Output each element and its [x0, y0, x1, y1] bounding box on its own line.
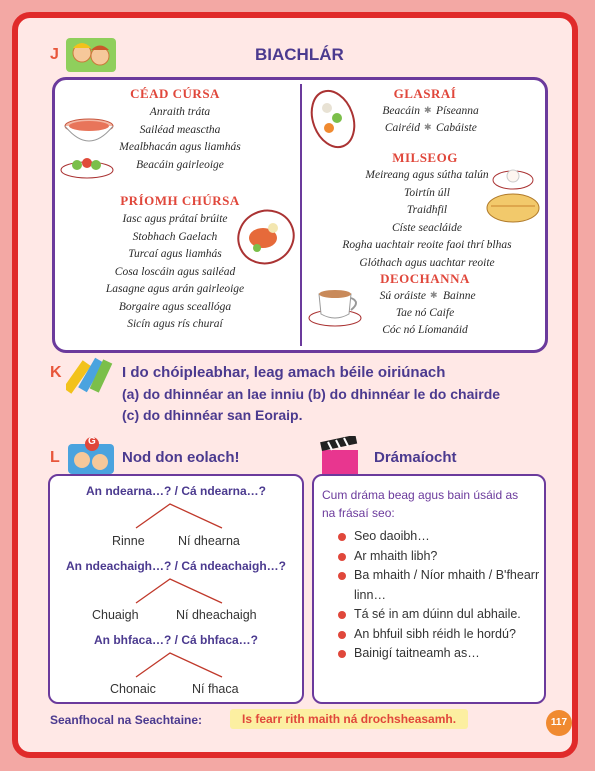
menu-item: Sú oráiste [379, 290, 426, 302]
menu-item: Cosa loscáin agus sailéad [114, 265, 236, 278]
nod-title: Nod don eolach! [122, 449, 240, 466]
menu-item: Lasagne agus arán gairleoige [105, 283, 245, 295]
grammar-badge: G [88, 436, 96, 447]
cead-cursa-list [115, 104, 245, 174]
answer-ni-fhaca: Ní fhaca [192, 682, 239, 696]
answer-chuaigh: Chuaigh [92, 608, 139, 622]
menu-item: Cairéid [384, 122, 420, 134]
menu-item: Sailéad measctha [139, 123, 221, 136]
menu-item: Píseanna [436, 105, 479, 117]
priomh-chursa-heading: PRÍOMH CHÚRSA [120, 193, 240, 208]
children-icon [64, 36, 118, 74]
menu-divider [300, 84, 302, 346]
menu-item: Turcaí agus liamhás [128, 248, 222, 260]
glasrai-heading: GLASRAÍ [393, 86, 457, 101]
drama-intro: Cum dráma beag agus bain úsáid as na frásaí seo: [322, 488, 519, 520]
menu-item: Sicín agus rís churaí [127, 318, 223, 330]
phrase-item: Ba mhaith / Níor mhaith / B'fhearr linn… [336, 566, 542, 605]
menu-item: Traidhfil [406, 204, 448, 216]
menu-item: Bainne [443, 290, 476, 302]
question-ndearna: An ndearna…? / Cá ndearna…? [85, 484, 267, 498]
phrase-list [336, 527, 542, 664]
phrase-item: Bainigí taitneamh as… [336, 644, 542, 664]
grammar-children-icon [66, 436, 116, 476]
menu-item: Toirtín úll [404, 186, 450, 199]
star-icon: ✱ [430, 291, 438, 301]
menu-item: Borgaire agus sceallóga [118, 300, 232, 313]
answer-chonaic: Chonaic [110, 682, 156, 696]
menu-item: Mealbhacán agus liamhás [119, 141, 241, 153]
phrase-item: Ar mhaith libh? [336, 547, 542, 567]
proverb-text: Is fearr rith maith ná drochsheasamh. [230, 709, 468, 729]
phrase-item: Tá sé in am dúinn dul abhaile. [336, 605, 542, 625]
menu-box [52, 77, 548, 353]
pencils-icon [66, 354, 114, 402]
answer-ni-dheachaigh: Ní dheachaigh [176, 608, 257, 622]
deochanna-heading: DEOCHANNA [380, 271, 470, 286]
salad-plate-image [59, 152, 115, 184]
phrase-item: Seo daoibh… [336, 527, 542, 547]
page-number: 117 [546, 710, 572, 736]
section-letter-j: J [50, 46, 59, 63]
answer-ni-dhearna: Ní dhearna [178, 534, 240, 548]
section-k-line1: I do chóipleabhar, leag amach béile oiriúnach [122, 364, 446, 381]
section-k-line2: (a) do dhinnéar an lae inniu (b) do dhinnéar le do chairde [122, 386, 501, 402]
menu-item: Beacáin [382, 105, 420, 117]
menu-item: Rogha uachtair reoite faoi thrí blhas [342, 239, 512, 251]
menu-item: Tae nó Caife [395, 307, 455, 319]
star-icon: ✱ [424, 123, 432, 133]
star-icon: ✱ [424, 106, 432, 116]
menu-item: Glóthach agus uachtar reoite [359, 256, 495, 269]
menu-item: Cóc nó Líomanáid [382, 324, 468, 336]
cead-cursa-heading: CÉAD CÚRSA [130, 86, 220, 101]
phrase-item: An bhfuil sibh réidh le hordú? [336, 625, 542, 645]
menu-item: Stobhach Gaelach [132, 230, 218, 243]
verb-box [48, 474, 304, 704]
proverb-label: Seanfhocal na Seachtaine: [50, 713, 203, 727]
milseog-heading: MILSEOG [392, 150, 458, 165]
verb-tree-lines [50, 476, 302, 702]
menu-item: Císte seacláide [392, 221, 462, 234]
vegetable-platter-image [309, 88, 357, 154]
menu-title: BIACHLÁR [255, 45, 344, 64]
dessert-image [483, 166, 543, 232]
section-k-line3: (c) do dhinnéar san Eoraip. [122, 407, 303, 423]
menu-item: Meireang agus sútha talún [365, 169, 489, 181]
section-letter-l: L [50, 449, 60, 466]
menu-item: Cabáiste [436, 122, 477, 134]
menu-item: Beacáin gairleoige [136, 158, 224, 171]
tea-cup-image [307, 280, 363, 332]
section-letter-k: K [50, 364, 62, 381]
soup-bowl-image [61, 116, 117, 148]
dramaiocht-title: Drámaíocht [374, 449, 457, 466]
answer-rinne: Rinne [112, 534, 145, 548]
menu-item: Anraith tráta [149, 106, 211, 118]
main-course-plate-image [235, 208, 297, 270]
drama-box [312, 474, 546, 704]
menu-item: Iasc agus prátaí brúite [122, 213, 228, 225]
question-ndeachaigh: An ndeachaigh…? / Cá ndeachaigh…? [65, 559, 287, 573]
question-bhfaca: An bhfaca…? / Cá bhfaca…? [93, 633, 259, 647]
